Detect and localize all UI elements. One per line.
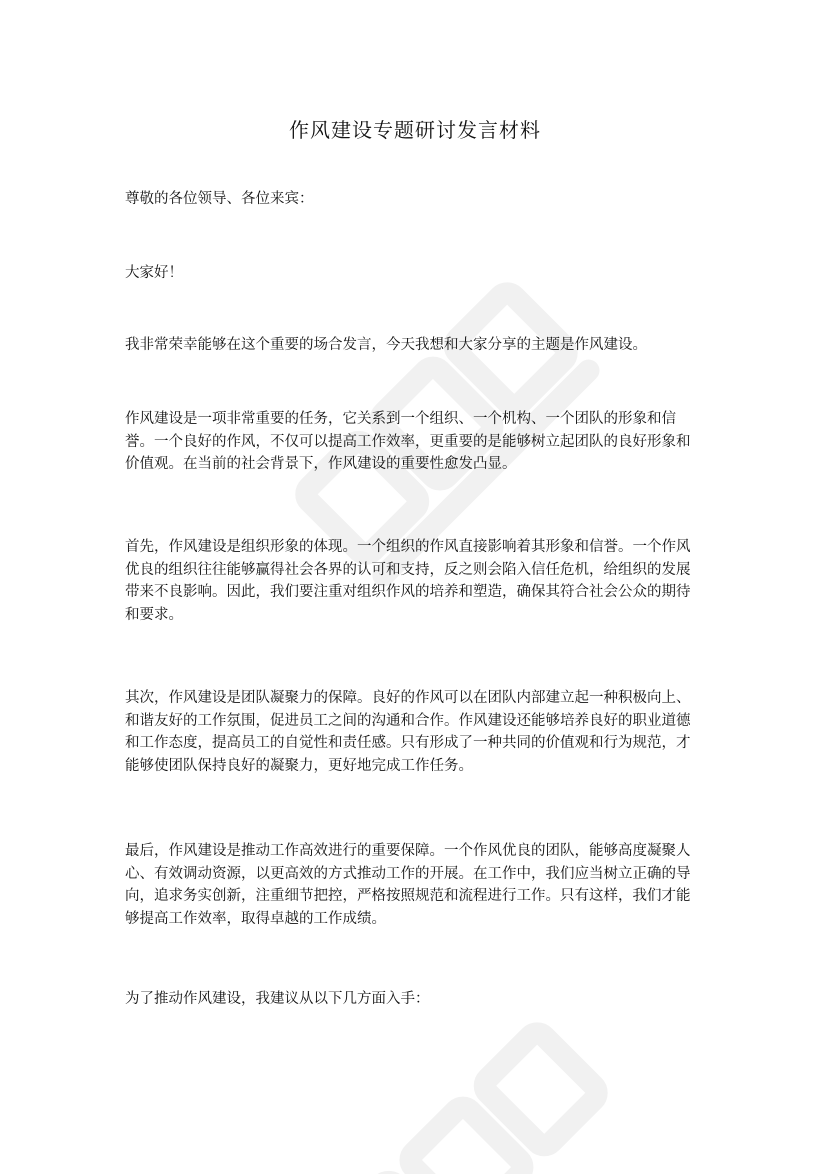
- second-point-paragraph: 其次，作风建设是团队凝聚力的保障。良好的作风可以在团队内部建立起一种积极向上、和谐友好的工作氛围，促进员工之间的沟通和合作。作风建设还能够培养良好的职业道德和工作态度，提高员工的自觉性和责任感。只有形成了一种共同的价值观和行为规范，才能够使团队保持良好的凝聚力，更好地完成工作任务。: [125, 690, 691, 774]
- greeting: 大家好！: [125, 265, 183, 281]
- third-point-paragraph: 最后，作风建设是推动工作高效进行的重要保障。一个作风优良的团队，能够高度凝聚人心、有效调动资源，以更高效的方式推动工作的开展。在工作中，我们应当树立正确的导向，追求务实创新，注重细节把控，严格按照规范和流程进行工作。只有这样，我们才能够提高工作效率，取得卓越的工作成绩。: [125, 843, 691, 927]
- opening-paragraph: 我非常荣幸能够在这个重要的场合发言，今天我想和大家分享的主题是作风建设。: [125, 337, 647, 353]
- suggestion-lead-paragraph: 为了推动作风建设，我建议从以下几方面入手：: [125, 991, 430, 1007]
- intro-paragraph: 作风建设是一项非常重要的任务，它关系到一个组织、一个机构、一个团队的形象和信誉。一个良好的作风，不仅可以提高工作效率，更重要的是能够树立起团队的良好形象和价值观。在当前的社会背景下，作风建设的重要性愈发凸显。: [125, 411, 691, 472]
- first-point-paragraph: 首先，作风建设是组织形象的体现。一个组织的作风直接影响着其形象和信誉。一个作风优良的组织往往能够赢得社会各界的认可和支持，反之则会陷入信任危机，给组织的发展带来不良影响。因此，我们要注重对组织作风的培养和塑造，确保其符合社会公众的期待和要求。: [125, 539, 691, 623]
- salutation: 尊敬的各位领导、各位来宾：: [125, 191, 314, 207]
- document-title: 作风建设专题研讨发言材料: [289, 118, 541, 142]
